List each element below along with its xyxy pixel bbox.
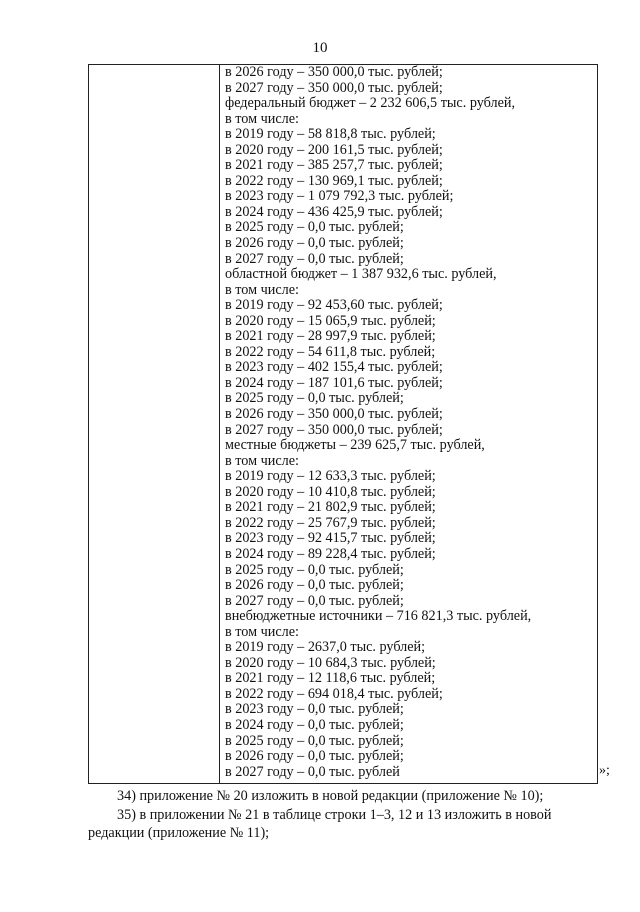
table-line: в 2026 году – 0,0 тыс. рублей; (225, 235, 404, 252)
table-line: в 2020 году – 200 161,5 тыс. рублей; (225, 141, 443, 158)
table-line: в 2022 году – 130 969,1 тыс. рублей; (225, 172, 443, 189)
table-line: в 2024 году – 436 425,9 тыс. рублей; (225, 203, 443, 220)
table-line: в 2021 году – 28 997,9 тыс. рублей; (225, 328, 436, 345)
table-line: в 2020 году – 10 684,3 тыс. рублей; (225, 654, 436, 671)
table-line: в 2021 году – 12 118,6 тыс. рублей; (225, 670, 436, 687)
table-line: в 2025 году – 0,0 тыс. рублей; (225, 390, 404, 407)
table-line: в 2020 году – 10 410,8 тыс. рублей; (225, 483, 436, 500)
table-line: в 2021 году – 385 257,7 тыс. рублей; (225, 157, 443, 174)
table-line: в 2023 году – 402 155,4 тыс. рублей; (225, 359, 443, 376)
table-line: местные бюджеты – 239 625,7 тыс. рублей, (225, 437, 485, 454)
paragraph-35-line-1: 35) в приложении № 21 в таблице строки 1–3, 12 и 13 изложить в новой (117, 807, 552, 823)
table-line: в 2027 году – 350 000,0 тыс. рублей; (225, 79, 443, 96)
paragraph-34: 34) приложение № 20 изложить в новой редакции (приложение № 10); (117, 788, 544, 804)
table-line: в 2022 году – 694 018,4 тыс. рублей; (225, 685, 443, 702)
table-line: в 2025 году – 0,0 тыс. рублей; (225, 219, 404, 236)
table-line: в 2022 году – 25 767,9 тыс. рублей; (225, 514, 436, 531)
table-line: в 2027 году – 0,0 тыс. рублей; (225, 592, 404, 609)
table-line: в 2027 году – 350 000,0 тыс. рублей; (225, 421, 443, 438)
table-line: в 2027 году – 0,0 тыс. рублей (225, 763, 400, 780)
table-line: в том числе: (225, 110, 299, 127)
table-line: в 2026 году – 350 000,0 тыс. рублей; (225, 406, 443, 423)
table-line: в 2024 году – 187 101,6 тыс. рублей; (225, 374, 443, 391)
table-line: в том числе: (225, 623, 299, 640)
table-line: федеральный бюджет – 2 232 606,5 тыс. рублей, (225, 95, 516, 112)
table-line: внебюджетные источники – 716 821,3 тыс. рублей, (225, 608, 532, 625)
closing-quote: »; (599, 763, 610, 778)
table-line: в 2024 году – 0,0 тыс. рублей; (225, 716, 404, 733)
funding-table (88, 64, 598, 784)
table-line: в 2026 году – 0,0 тыс. рублей; (225, 748, 404, 765)
table-line: в 2026 году – 0,0 тыс. рублей; (225, 577, 404, 594)
table-line: областной бюджет – 1 387 932,6 тыс. рублей, (225, 266, 497, 283)
table-line: в 2027 году – 0,0 тыс. рублей; (225, 250, 404, 267)
table-line: в 2023 году – 1 079 792,3 тыс. рублей; (225, 188, 454, 205)
table-line: в 2019 году – 2637,0 тыс. рублей; (225, 639, 426, 656)
table-line: в 2025 году – 0,0 тыс. рублей; (225, 732, 404, 749)
column-divider (219, 65, 220, 783)
table-line: в 2022 году – 54 611,8 тыс. рублей; (225, 343, 436, 360)
table-line: в том числе: (225, 452, 299, 469)
table-line: в 2023 году – 92 415,7 тыс. рублей; (225, 530, 436, 547)
table-line: в 2024 году – 89 228,4 тыс. рублей; (225, 545, 436, 562)
table-line: в 2021 году – 21 802,9 тыс. рублей; (225, 499, 436, 516)
table-line: в 2023 году – 0,0 тыс. рублей; (225, 701, 404, 718)
table-line: в том числе: (225, 281, 299, 298)
page-number: 10 (312, 40, 328, 56)
table-line: в 2025 году – 0,0 тыс. рублей; (225, 561, 404, 578)
funding-lines (225, 65, 595, 780)
table-line: в 2019 году – 12 633,3 тыс. рублей; (225, 468, 436, 485)
paragraph-35-line-2: редакции (приложение № 11); (88, 825, 270, 841)
table-line: в 2019 году – 92 453,60 тыс. рублей; (225, 297, 443, 314)
table-line: в 2020 году – 15 065,9 тыс. рублей; (225, 312, 436, 329)
table-line: в 2019 году – 58 818,8 тыс. рублей; (225, 126, 436, 143)
table-line: в 2026 году – 350 000,0 тыс. рублей; (225, 64, 443, 80)
